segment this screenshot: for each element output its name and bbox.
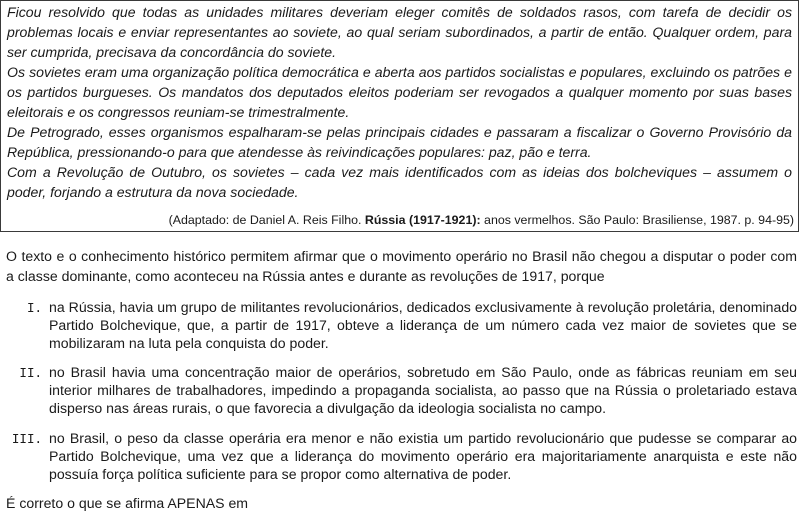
question-stem: O texto e o conhecimento histórico permitem afirmar que o movimento operário no Brasil não chegou a disputar o poder com a classe dominante, como aconteceu na Rússia antes e durante as revoluções de 1917, porque — [6, 248, 797, 284]
statement-numeral: III. — [11, 431, 42, 446]
excerpt-paragraph-4: Com a Revolução de Outubro, os sovietes – cada vez mais identificados com as ideias dos bolcheviques – assumem o poder, forjando a estrutura da nova sociedade. — [7, 164, 792, 200]
excerpt-box — [0, 0, 799, 232]
source-prefix: (Adaptado: de Daniel A. Reis Filho. — [168, 213, 362, 227]
statement-text: no Brasil havia uma concentração maior de operários, sobretudo em São Paulo, onde as fábricas reuniam em seu interior milhares de trabalhadores, impedindo a propaganda socialista, ao passo que na Rússia o proletariado estava disperso nas áreas rurais, o que favorecia a divulgação da ideologia socialista no campo. — [49, 364, 797, 416]
excerpt-paragraph-3: De Petrogrado, esses organismos espalharam-se pelas principais cidades e passaram a fiscalizar o Governo Provisório da República, pressionando-o para que atendesse às reivindicações populares: paz, pão e terra. — [7, 124, 792, 160]
answer-prompt: É correto o que se afirma APENAS em — [6, 495, 249, 511]
excerpt-source — [169, 212, 794, 228]
excerpt-paragraph-1: Ficou resolvido que todas as unidades militares deveriam eleger comitês de soldados rasos, com tarefa de decidir os problemas locais e enviar representantes ao soviete, ao qual seriam subordinados, a partir de então. Qualquer ordem, para ser cumprida, precisava da concordância do soviete. — [7, 4, 792, 60]
statement-numeral: I. — [26, 300, 42, 315]
excerpt-paragraph-2: Os sovietes eram uma organização política democrática e aberta aos partidos socialistas e populares, excluindo os patrões e os partidos burgueses. Os mandatos dos deputados eleitos poderiam ser revogados a qualquer momento por suas bases eleitorais e os congressos reuniam-se trimestralmente. — [7, 64, 792, 120]
statement-numeral: II. — [19, 365, 42, 380]
statement-text: na Rússia, havia um grupo de militantes revolucionários, dedicados exclusivamente à revolução proletária, denominado Partido Bolchevique, que, a partir de 1917, obteve a liderança de um número cada vez maior de sovietes que se mobilizaram na luta pela conquista do poder. — [49, 299, 797, 351]
source-title: Rússia (1917-1921): — [364, 213, 481, 227]
statement-text: no Brasil, o peso da classe operária era menor e não existia um partido revolucionário que pudesse se comparar ao Partido Bolchevique, uma vez que a liderança do movimento operário era majoritariamente anarquista e este não possuía força política suficiente para se propor como alternativa de poder. — [49, 430, 797, 482]
source-suffix: anos vermelhos. São Paulo: Brasiliense, 1987. p. 94-95) — [484, 213, 794, 227]
